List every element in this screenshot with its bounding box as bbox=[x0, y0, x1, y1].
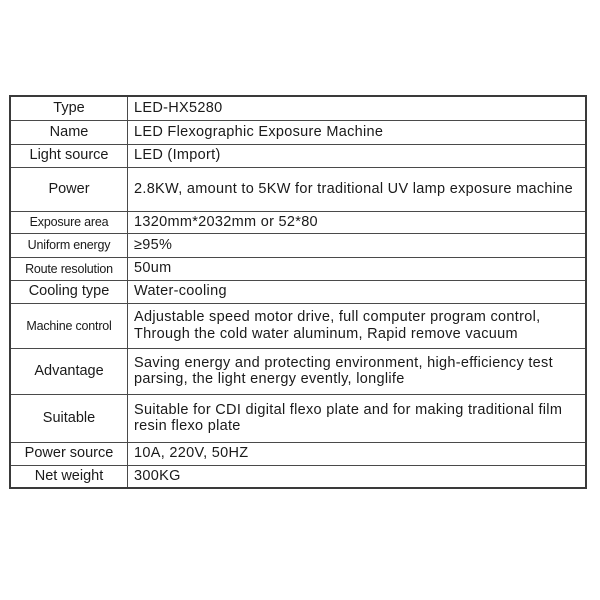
spec-table bbox=[9, 95, 587, 489]
spec-row-net-weight bbox=[10, 465, 586, 488]
power-source-label: Power source bbox=[10, 442, 128, 465]
net-weight-value: 300KG bbox=[128, 465, 587, 488]
spec-row-type bbox=[10, 96, 586, 120]
machine-control-value: Adjustable speed motor drive, full computer program control, Through the cold water aluminum, Rapid remove vacuum bbox=[128, 303, 587, 348]
route-resolution-label: Route resolution bbox=[10, 257, 128, 280]
light-source-label: Light source bbox=[10, 144, 128, 167]
spec-row-exposure-area bbox=[10, 211, 586, 233]
spec-row-light-source bbox=[10, 144, 586, 167]
light-source-value: LED (Import) bbox=[128, 144, 587, 167]
suitable-label: Suitable bbox=[10, 394, 128, 442]
suitable-value: Suitable for CDI digital flexo plate and for making traditional film resin flexo plate bbox=[128, 394, 587, 442]
power-label: Power bbox=[10, 167, 128, 211]
exposure-area-label: Exposure area bbox=[10, 211, 128, 233]
net-weight-label: Net weight bbox=[10, 465, 128, 488]
cooling-type-value: Water-cooling bbox=[128, 280, 587, 303]
spec-row-route-resolution bbox=[10, 257, 586, 280]
advantage-value: Saving energy and protecting environment, high-efficiency test parsing, the light energy evently, longlife bbox=[128, 348, 587, 394]
type-value: LED-HX5280 bbox=[128, 96, 587, 120]
type-label: Type bbox=[10, 96, 128, 120]
power-value: 2.8KW, amount to 5KW for traditional UV lamp exposure machine bbox=[128, 167, 587, 211]
spec-row-cooling-type bbox=[10, 280, 586, 303]
exposure-area-value: 1320mm*2032mm or 52*80 bbox=[128, 211, 587, 233]
power-source-value: 10A, 220V, 50HZ bbox=[128, 442, 587, 465]
machine-control-label: Machine control bbox=[10, 303, 128, 348]
spec-row-power-source bbox=[10, 442, 586, 465]
advantage-label: Advantage bbox=[10, 348, 128, 394]
name-value: LED Flexographic Exposure Machine bbox=[128, 120, 587, 144]
uniform-energy-value: ≥95% bbox=[128, 233, 587, 257]
spec-row-name bbox=[10, 120, 586, 144]
spec-row-machine-control bbox=[10, 303, 586, 348]
cooling-type-label: Cooling type bbox=[10, 280, 128, 303]
route-resolution-value: 50um bbox=[128, 257, 587, 280]
spec-row-advantage bbox=[10, 348, 586, 394]
uniform-energy-label: Uniform energy bbox=[10, 233, 128, 257]
spec-row-power bbox=[10, 167, 586, 211]
spec-row-uniform-energy bbox=[10, 233, 586, 257]
name-label: Name bbox=[10, 120, 128, 144]
spec-row-suitable bbox=[10, 394, 586, 442]
